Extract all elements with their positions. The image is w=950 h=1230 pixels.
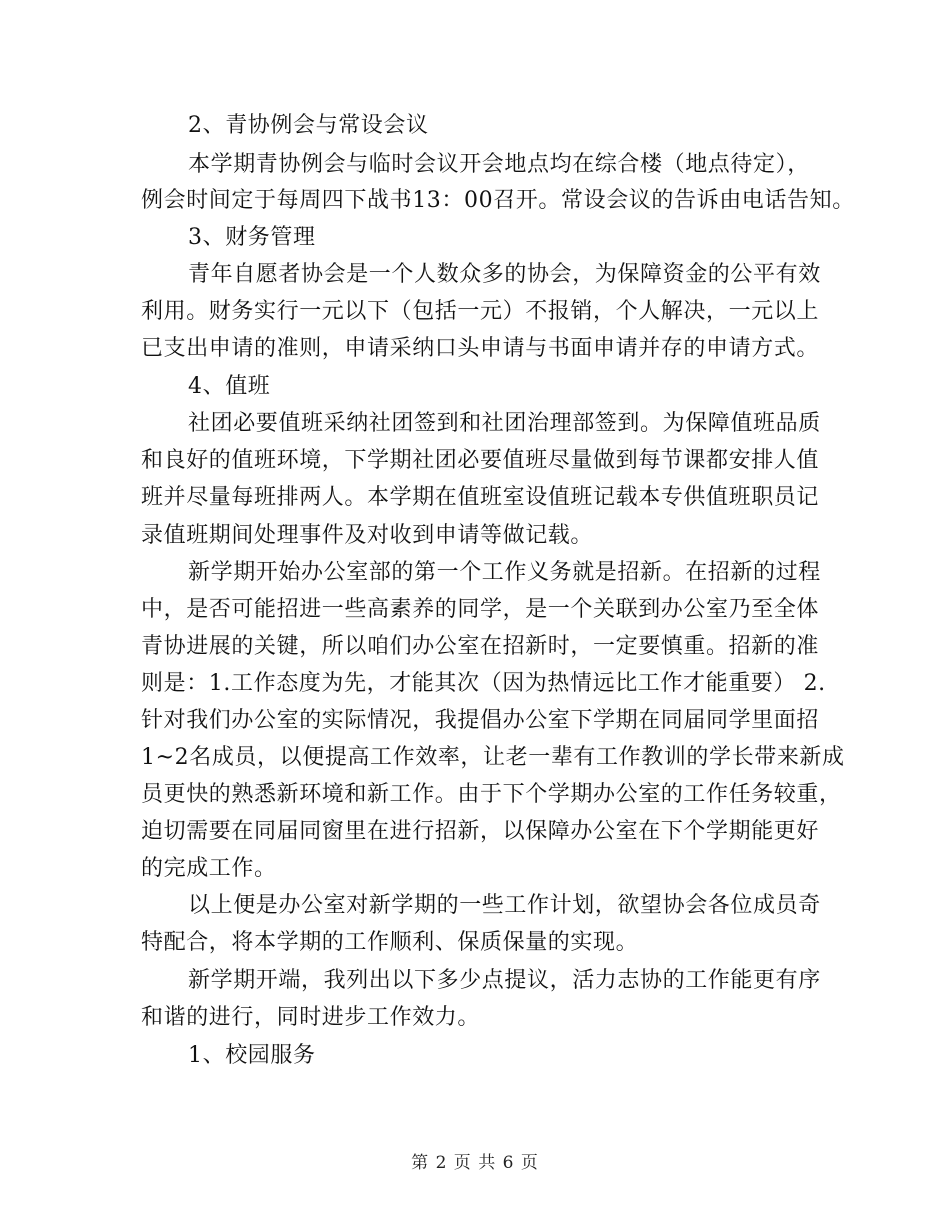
text-line: 员更快的熟悉新环境和新工作。由于下个学期办公室的工作任务较重，	[141, 782, 842, 807]
text-line: 青协进展的关键，所以咱们办公室在招新时，一定要慎重。招新的准	[141, 634, 820, 659]
text-line: 的完成工作。	[141, 856, 277, 881]
text-line: 1~2名成员，以便提高工作效率，让老一辈有工作教训的学长带来新成	[141, 745, 845, 770]
text-line: 已支出申请的准则，申请采纳口头申请与书面申请并存的申请方式。	[141, 336, 820, 361]
page-number-footer: 第 2 页 共 6 页	[411, 1153, 539, 1173]
heading-line: 3、财务管理	[188, 225, 316, 250]
text-line: 青年自愿者协会是一个人数众多的协会，为保障资金的公平有效	[188, 262, 821, 287]
heading-line: 1、校园服务	[188, 1043, 316, 1068]
heading-line: 4、值班	[188, 374, 271, 399]
text-line: 特配合，将本学期的工作顺利、保质保量的实现。	[141, 930, 639, 955]
heading-line: 2、青协例会与常设会议	[188, 113, 429, 138]
text-line: 针对我们办公室的实际情况，我提倡办公室下学期在同届同学里面招	[141, 708, 820, 733]
text-line: 和谐的进行，同时进步工作效力。	[141, 1005, 481, 1030]
text-line: 新学期开始办公室部的第一个工作义务就是招新。在招新的过程	[188, 560, 821, 585]
text-line: 录值班期间处理事件及对收到申请等做记载。	[141, 523, 594, 548]
text-line: 和良好的值班环境，下学期社团必要值班尽量做到每节课都安排人值	[141, 448, 820, 473]
text-line: 社团必要值班采纳社团签到和社团治理部签到。为保障值班品质	[188, 411, 821, 436]
text-line: 利用。财务实行一元以下（包括一元）不报销，个人解决，一元以上	[141, 299, 820, 324]
text-line: 班并尽量每班排两人。本学期在值班室设值班记载本专供值班职员记	[141, 485, 820, 510]
text-line: 以上便是办公室对新学期的一些工作计划，欲望协会各位成员奇	[188, 893, 821, 918]
text-line: 新学期开端，我列出以下多少点提议，活力志协的工作能更有序	[188, 968, 821, 993]
text-line: 则是：1.工作态度为先，才能其次（因为热情远比工作才能重要） 2.	[141, 671, 826, 696]
text-line: 本学期青协例会与临时会议开会地点均在综合楼（地点待定），	[188, 152, 810, 177]
text-line: 中，是否可能招进一些高素养的同学，是一个关联到办公室乃至全体	[141, 597, 820, 622]
text-line: 迫切需要在同届同窗里在进行招新，以保障办公室在下个学期能更好	[141, 819, 820, 844]
text-line: 例会时间定于每周四下战书13：00召开。常设会议的告诉由电话告知。	[141, 188, 855, 213]
